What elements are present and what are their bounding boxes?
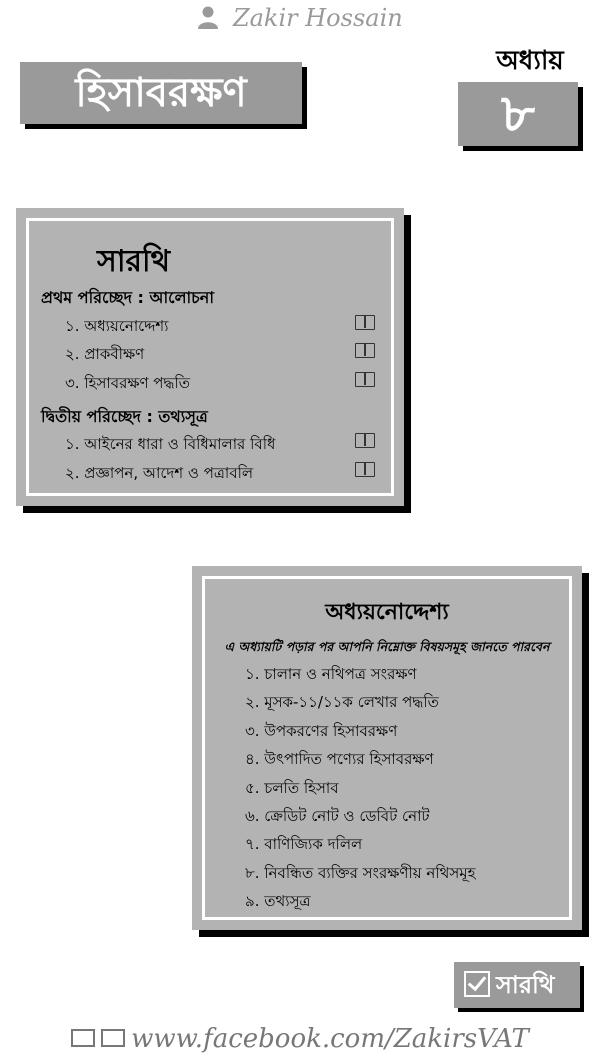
- chapter-title: হিসাবরক্ষণ: [20, 62, 302, 124]
- objectives-title: অধ্যয়নোদ্দেশ্য: [325, 600, 449, 625]
- book-icon[interactable]: [355, 372, 375, 387]
- toc-item[interactable]: [65, 462, 375, 487]
- facebook-link[interactable]: www.facebook.com/ZakirsVAT: [131, 1024, 529, 1054]
- toc-title: সারথি: [97, 244, 171, 279]
- toc-item[interactable]: [65, 315, 375, 340]
- sarathi-button[interactable]: [454, 962, 580, 1008]
- objective-item: ৫. চলতি হিসাব: [245, 779, 339, 797]
- objective-item: ২. মূসক-১১/১১ক লেখার পদ্ধতি: [245, 693, 439, 711]
- objectives-panel: [192, 566, 582, 930]
- toc-frame: [26, 218, 394, 496]
- book-icon[interactable]: [355, 343, 375, 358]
- toc-panel: [16, 208, 404, 506]
- book-icon[interactable]: [355, 433, 375, 448]
- toc-item-label: ৩. হিসাবরক্ষণ পদ্ধতি: [65, 374, 191, 392]
- book-icon[interactable]: [355, 462, 375, 477]
- objective-item: ৭. বাণিজ্যিক দলিল: [245, 835, 363, 853]
- checkbox-icon: [464, 971, 490, 997]
- toc-item[interactable]: [65, 433, 375, 458]
- toc-item-label: ২. প্রজ্ঞাপন, আদেশ ও পত্রাবলি: [65, 464, 254, 482]
- toc-item[interactable]: [65, 343, 375, 368]
- objectives-subtitle: এ অধ্যায়টি পড়ার পর আপনি নিম্নোক্ত বিষয়সমূহ জানতে পারবেন: [224, 639, 550, 654]
- objective-item: ৯. তথ্যসূত্র: [245, 892, 311, 910]
- book-icon[interactable]: [355, 315, 375, 330]
- toc-item-label: ২. প্রাকবীক্ষণ: [65, 345, 145, 363]
- objective-item: ৩. উপকরণের হিসাবরক্ষণ: [245, 722, 398, 740]
- toc-item[interactable]: [65, 372, 375, 397]
- chapter-label: অধ্যায়: [496, 46, 564, 76]
- objectives-frame: [202, 576, 572, 920]
- sarathi-button-label: সারথি: [496, 971, 555, 999]
- book-icon: [101, 1029, 125, 1047]
- objective-item: ১. চালান ও নথিপত্র সংরক্ষণ: [245, 665, 417, 683]
- toc-item-label: ১. আইনের ধারা ও বিধিমালার বিধি: [65, 435, 276, 453]
- author-line: [0, 4, 600, 32]
- toc-section-heading: দ্বিতীয় পরিচ্ছেদ : তথ্যসূত্র: [41, 407, 208, 426]
- objective-item: ৪. উৎপাদিত পণ্যের হিসাবরক্ষণ: [245, 750, 434, 768]
- author-name: Zakir Hossain: [232, 4, 403, 32]
- toc-item-label: ১. অধ্যয়নোদ্দেশ্য: [65, 317, 169, 335]
- toc-section-heading: প্রথম পরিচ্ছেদ : আলোচনা: [41, 288, 214, 307]
- library-icon: [71, 1029, 95, 1047]
- footer: [0, 1024, 600, 1054]
- person-icon: [197, 5, 219, 29]
- objective-item: ৮. নিবন্ধিত ব্যক্তির সংরক্ষণীয় নথিসমূহ: [245, 864, 476, 882]
- objective-item: ৬. ক্রেডিট নোট ও ডেবিট নোট: [245, 807, 430, 825]
- chapter-number: ৮: [458, 82, 578, 146]
